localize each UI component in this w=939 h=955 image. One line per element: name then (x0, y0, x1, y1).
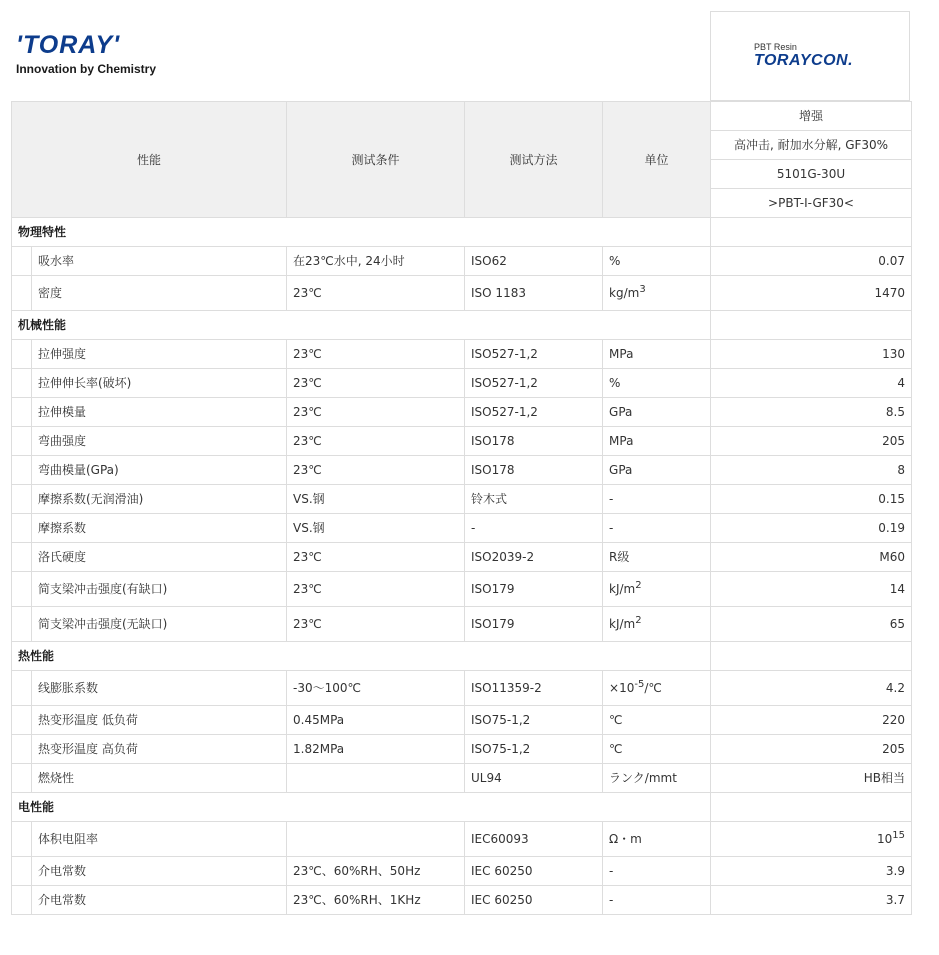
section-row (12, 642, 912, 671)
property-name: 燃烧性 (32, 764, 287, 793)
property-value (711, 456, 912, 485)
test-method: ISO178 (465, 456, 603, 485)
unit-text: ランク/mmt (609, 771, 677, 785)
unit (603, 822, 711, 857)
unit-text: ℃ (609, 713, 623, 727)
value-text: 4.2 (885, 681, 906, 695)
test-method: ISO527-1,2 (465, 340, 603, 369)
row-indent (12, 543, 32, 572)
property-value (711, 764, 912, 793)
unit (603, 706, 711, 735)
property-name: 拉伸伸长率(破坏) (32, 369, 287, 398)
unit-text: % (609, 254, 621, 268)
section-title: 物理特性 (12, 218, 711, 247)
unit (603, 764, 711, 793)
property-row (12, 543, 912, 572)
unit (603, 369, 711, 398)
row-indent (12, 427, 32, 456)
test-method: ISO62 (465, 247, 603, 276)
unit (603, 671, 711, 706)
value-superscript: 15 (892, 830, 906, 841)
property-value (711, 485, 912, 514)
property-row (12, 572, 912, 607)
row-indent (12, 671, 32, 706)
property-row (12, 276, 912, 311)
unit (603, 485, 711, 514)
header-property: 性能 (12, 102, 287, 218)
property-value (711, 735, 912, 764)
unit (603, 247, 711, 276)
section-title: 机械性能 (12, 311, 711, 340)
test-condition: 23℃ (287, 398, 465, 427)
test-condition: 23℃ (287, 340, 465, 369)
row-indent (12, 706, 32, 735)
unit (603, 543, 711, 572)
test-condition (287, 822, 465, 857)
test-condition: -30～100℃ (287, 671, 465, 706)
row-indent (12, 857, 32, 886)
unit-text: - (609, 492, 614, 506)
property-row (12, 340, 912, 369)
row-indent (12, 369, 32, 398)
test-condition: VS.钢 (287, 514, 465, 543)
test-condition: 23℃ (287, 572, 465, 607)
unit-superscript: 2 (635, 615, 642, 626)
row-indent (12, 764, 32, 793)
value-text: 0.07 (878, 254, 906, 268)
brand-name: TORAYCON. (754, 52, 854, 69)
unit (603, 857, 711, 886)
header-unit: 单位 (603, 102, 711, 218)
section-value-blank (711, 311, 912, 340)
property-value (711, 671, 912, 706)
test-method: - (465, 514, 603, 543)
unit-superscript: 3 (639, 284, 646, 295)
unit-text: GPa (609, 463, 633, 477)
value-text: 4 (897, 376, 906, 390)
product-brand-cell (710, 11, 910, 101)
test-condition: 23℃ (287, 543, 465, 572)
value-text: 205 (882, 434, 906, 448)
section-title: 电性能 (12, 793, 711, 822)
test-condition: 23℃、60%RH、1KHz (287, 886, 465, 915)
toray-logo-wordmark: 'TORAY' (16, 31, 121, 59)
header-grade-iso-code: >PBT-I-GF30< (711, 189, 912, 218)
property-row (12, 485, 912, 514)
property-name: 简支梁冲击强度(无缺口) (32, 607, 287, 642)
test-method: ISO11359-2 (465, 671, 603, 706)
unit (603, 572, 711, 607)
property-value (711, 607, 912, 642)
test-condition: 1.82MPa (287, 735, 465, 764)
property-value (711, 886, 912, 915)
row-indent (12, 485, 32, 514)
test-condition: 0.45MPa (287, 706, 465, 735)
test-method: IEC60093 (465, 822, 603, 857)
unit-text: R级 (609, 550, 630, 564)
header-condition: 测试条件 (287, 102, 465, 218)
test-condition: 23℃ (287, 369, 465, 398)
brand-subtitle: PBT Resin (754, 42, 797, 52)
property-value (711, 398, 912, 427)
value-text: 8 (897, 463, 906, 477)
test-method: IEC 60250 (465, 886, 603, 915)
section-value-blank (711, 793, 912, 822)
value-text: 3.9 (885, 864, 906, 878)
unit (603, 340, 711, 369)
property-value (711, 822, 912, 857)
test-method: 铃木式 (465, 485, 603, 514)
unit-text: MPa (609, 434, 634, 448)
property-name: 体积电阻率 (32, 822, 287, 857)
property-name: 弯曲强度 (32, 427, 287, 456)
section-value-blank (711, 642, 912, 671)
unit-text: % (609, 376, 621, 390)
unit (603, 514, 711, 543)
test-method: ISO 1183 (465, 276, 603, 311)
property-row (12, 886, 912, 915)
unit (603, 398, 711, 427)
test-condition: VS.钢 (287, 485, 465, 514)
property-name: 洛氏硬度 (32, 543, 287, 572)
property-name: 弯曲模量(GPa) (32, 456, 287, 485)
property-row (12, 706, 912, 735)
row-indent (12, 456, 32, 485)
property-row (12, 735, 912, 764)
value-text: 205 (882, 742, 906, 756)
section-title: 热性能 (12, 642, 711, 671)
property-name: 介电常数 (32, 886, 287, 915)
test-method: ISO527-1,2 (465, 369, 603, 398)
test-condition: 23℃ (287, 276, 465, 311)
page-cutoff (0, 942, 939, 955)
test-condition: 23℃ (287, 456, 465, 485)
unit-text: ℃ (609, 742, 623, 756)
property-name: 热变形温度 高负荷 (32, 735, 287, 764)
unit-text: GPa (609, 405, 633, 419)
section-row (12, 218, 912, 247)
value-text: 0.19 (878, 521, 906, 535)
property-row (12, 369, 912, 398)
test-method: ISO75-1,2 (465, 706, 603, 735)
value-text: 0.15 (878, 492, 906, 506)
test-method: ISO75-1,2 (465, 735, 603, 764)
test-method: IEC 60250 (465, 857, 603, 886)
value-text: 14 (889, 582, 906, 596)
unit (603, 276, 711, 311)
value-text: M60 (879, 550, 906, 564)
property-value (711, 572, 912, 607)
property-value (711, 857, 912, 886)
toray-logo (16, 30, 156, 76)
test-condition: 在23℃水中, 24小时 (287, 247, 465, 276)
property-name: 热变形温度 低负荷 (32, 706, 287, 735)
header-method: 测试方法 (465, 102, 603, 218)
row-indent (12, 886, 32, 915)
test-condition (287, 764, 465, 793)
property-row (12, 247, 912, 276)
unit (603, 607, 711, 642)
value-text: 3.7 (885, 893, 906, 907)
row-indent (12, 398, 32, 427)
property-name: 摩擦系数 (32, 514, 287, 543)
unit-text: ×10 (609, 681, 635, 695)
section-value-blank (711, 218, 912, 247)
toraycon-logo (754, 42, 853, 70)
unit-text: - (609, 864, 614, 878)
test-method: ISO527-1,2 (465, 398, 603, 427)
test-method: ISO2039-2 (465, 543, 603, 572)
value-text: 8.5 (885, 405, 906, 419)
property-row (12, 822, 912, 857)
value-text: 130 (882, 347, 906, 361)
row-indent (12, 607, 32, 642)
property-value (711, 369, 912, 398)
property-value (711, 340, 912, 369)
unit-text: kg/m (609, 286, 640, 300)
property-row (12, 671, 912, 706)
property-row (12, 427, 912, 456)
unit (603, 735, 711, 764)
value-text: HB相当 (863, 771, 906, 785)
unit-text: kJ/m (609, 617, 636, 631)
property-value (711, 706, 912, 735)
value-text: 10 (877, 832, 893, 846)
property-row (12, 764, 912, 793)
header-row (12, 102, 912, 131)
property-name: 摩擦系数(无润滑油) (32, 485, 287, 514)
property-row (12, 607, 912, 642)
unit (603, 427, 711, 456)
test-method: UL94 (465, 764, 603, 793)
value-text: 220 (882, 713, 906, 727)
property-row (12, 398, 912, 427)
row-indent (12, 514, 32, 543)
property-name: 吸水率 (32, 247, 287, 276)
test-condition: 23℃ (287, 427, 465, 456)
toray-logo-tagline: Innovation by Chemistry (16, 62, 157, 76)
unit-text: - (609, 521, 614, 535)
section-row (12, 793, 912, 822)
row-indent (12, 340, 32, 369)
test-method: ISO178 (465, 427, 603, 456)
row-indent (12, 822, 32, 857)
properties-table (11, 101, 912, 915)
property-value (711, 247, 912, 276)
row-indent (12, 247, 32, 276)
row-indent (12, 735, 32, 764)
property-name: 密度 (32, 276, 287, 311)
unit-text: Ω・m (609, 832, 642, 846)
property-name: 拉伸强度 (32, 340, 287, 369)
unit-text: kJ/m (609, 582, 636, 596)
section-row (12, 311, 912, 340)
test-condition: 23℃、60%RH、50Hz (287, 857, 465, 886)
unit-text: - (609, 893, 614, 907)
test-method: ISO179 (465, 572, 603, 607)
property-value (711, 276, 912, 311)
property-value (711, 514, 912, 543)
unit (603, 886, 711, 915)
property-value (711, 427, 912, 456)
value-text: 65 (889, 617, 906, 631)
property-row (12, 514, 912, 543)
property-name: 拉伸模量 (32, 398, 287, 427)
property-value (711, 543, 912, 572)
unit-text: MPa (609, 347, 634, 361)
property-name: 线膨胀系数 (32, 671, 287, 706)
row-indent (12, 572, 32, 607)
header-grade-features: 高冲击, 耐加水分解, GF30% (711, 131, 912, 160)
header-grade-code: 5101G-30U (711, 160, 912, 189)
unit-superscript: -5 (634, 679, 645, 690)
property-row (12, 456, 912, 485)
unit (603, 456, 711, 485)
header-grade-type: 增强 (711, 102, 912, 131)
row-indent (12, 276, 32, 311)
unit-superscript: 2 (635, 580, 642, 591)
property-name: 简支梁冲击强度(有缺口) (32, 572, 287, 607)
value-text: 1470 (874, 286, 906, 300)
test-method: ISO179 (465, 607, 603, 642)
property-row (12, 857, 912, 886)
unit-suffix: /℃ (644, 681, 662, 695)
property-name: 介电常数 (32, 857, 287, 886)
test-condition: 23℃ (287, 607, 465, 642)
